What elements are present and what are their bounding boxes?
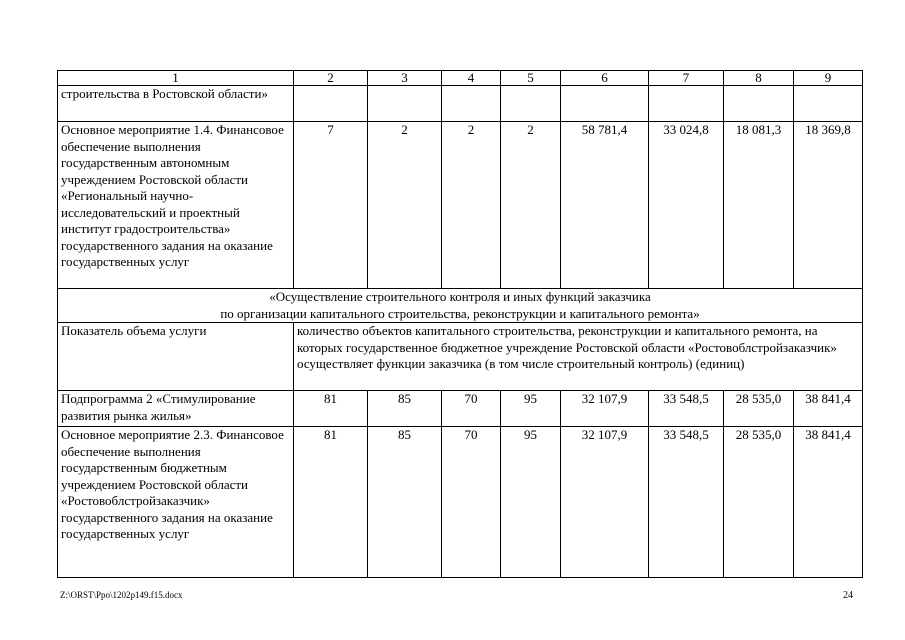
footer-page-number: 24 [843, 590, 853, 601]
indicator-label: Показатель объема услуги [58, 323, 294, 391]
row-name-cell: Основное мероприятие 2.3. Финансовое обеспечение выполнения государственным бюджетным учреждением Ростовской области «Ростовоблстройзаказчик» государственного задания на оказание государственных услуг [58, 427, 294, 578]
value-cell: 85 [368, 427, 442, 578]
section-title [58, 289, 863, 323]
value-cell [649, 86, 724, 122]
row-name-cell: Основное мероприятие 1.4. Финансовое обеспечение выполнения государственным автономным учреждением Ростовской области «Региональный научно-исследовательский и проектный институт градостроительства» государственного задания на оказание государственных услуг [58, 122, 294, 289]
section-title-row [58, 289, 863, 323]
value-cell: 32 107,9 [561, 427, 649, 578]
value-cell: 81 [294, 391, 368, 427]
value-cell: 38 841,4 [794, 427, 863, 578]
value-cell: 95 [501, 391, 561, 427]
header-cell: 8 [724, 71, 794, 86]
header-cell: 5 [501, 71, 561, 86]
header-cell: 6 [561, 71, 649, 86]
value-cell: 85 [368, 391, 442, 427]
value-cell: 7 [294, 122, 368, 289]
value-cell [501, 86, 561, 122]
section-title-line: «Осуществление строительного контроля и иных функций заказчика [269, 289, 651, 304]
section-title-line: по организации капитального строительства, реконструкции и капитального ремонта» [220, 305, 700, 321]
row-name-cell: Подпрограмма 2 «Стимулирование развития рынка жилья» [58, 391, 294, 427]
value-cell: 2 [442, 122, 501, 289]
value-cell [442, 86, 501, 122]
value-cell: 28 535,0 [724, 391, 794, 427]
value-cell: 38 841,4 [794, 391, 863, 427]
value-cell: 33 024,8 [649, 122, 724, 289]
header-cell: 3 [368, 71, 442, 86]
value-cell [561, 86, 649, 122]
table-row [58, 427, 863, 578]
value-cell: 70 [442, 391, 501, 427]
value-cell: 58 781,4 [561, 122, 649, 289]
value-cell [294, 86, 368, 122]
value-cell: 32 107,9 [561, 391, 649, 427]
table-row [58, 122, 863, 289]
value-cell: 33 548,5 [649, 427, 724, 578]
value-cell [724, 86, 794, 122]
value-cell: 95 [501, 427, 561, 578]
header-row [58, 71, 863, 86]
table-row [58, 391, 863, 427]
value-cell: 81 [294, 427, 368, 578]
value-cell: 2 [501, 122, 561, 289]
header-cell: 4 [442, 71, 501, 86]
value-cell: 33 548,5 [649, 391, 724, 427]
data-table [57, 70, 863, 578]
value-cell [368, 86, 442, 122]
value-cell: 70 [442, 427, 501, 578]
indicator-row [58, 323, 863, 391]
indicator-value: количество объектов капитального строительства, реконструкции и капитального ремонта, на которых государственное бюджетное учреждение Ростовской области «Ростовоблстройзаказчик» осуществляет функции заказчика (в том числе строительный контроль) (единиц) [294, 323, 863, 391]
value-cell: 18 369,8 [794, 122, 863, 289]
value-cell [794, 86, 863, 122]
table-row [58, 86, 863, 122]
footer-file-path: Z:\ORST\Ppo\1202p149.f15.docx [60, 590, 183, 600]
header-cell: 2 [294, 71, 368, 86]
header-cell: 9 [794, 71, 863, 86]
value-cell: 18 081,3 [724, 122, 794, 289]
header-cell: 1 [58, 71, 294, 86]
value-cell: 28 535,0 [724, 427, 794, 578]
header-cell: 7 [649, 71, 724, 86]
row-name-cell: строительства в Ростовской области» [58, 86, 294, 122]
value-cell: 2 [368, 122, 442, 289]
